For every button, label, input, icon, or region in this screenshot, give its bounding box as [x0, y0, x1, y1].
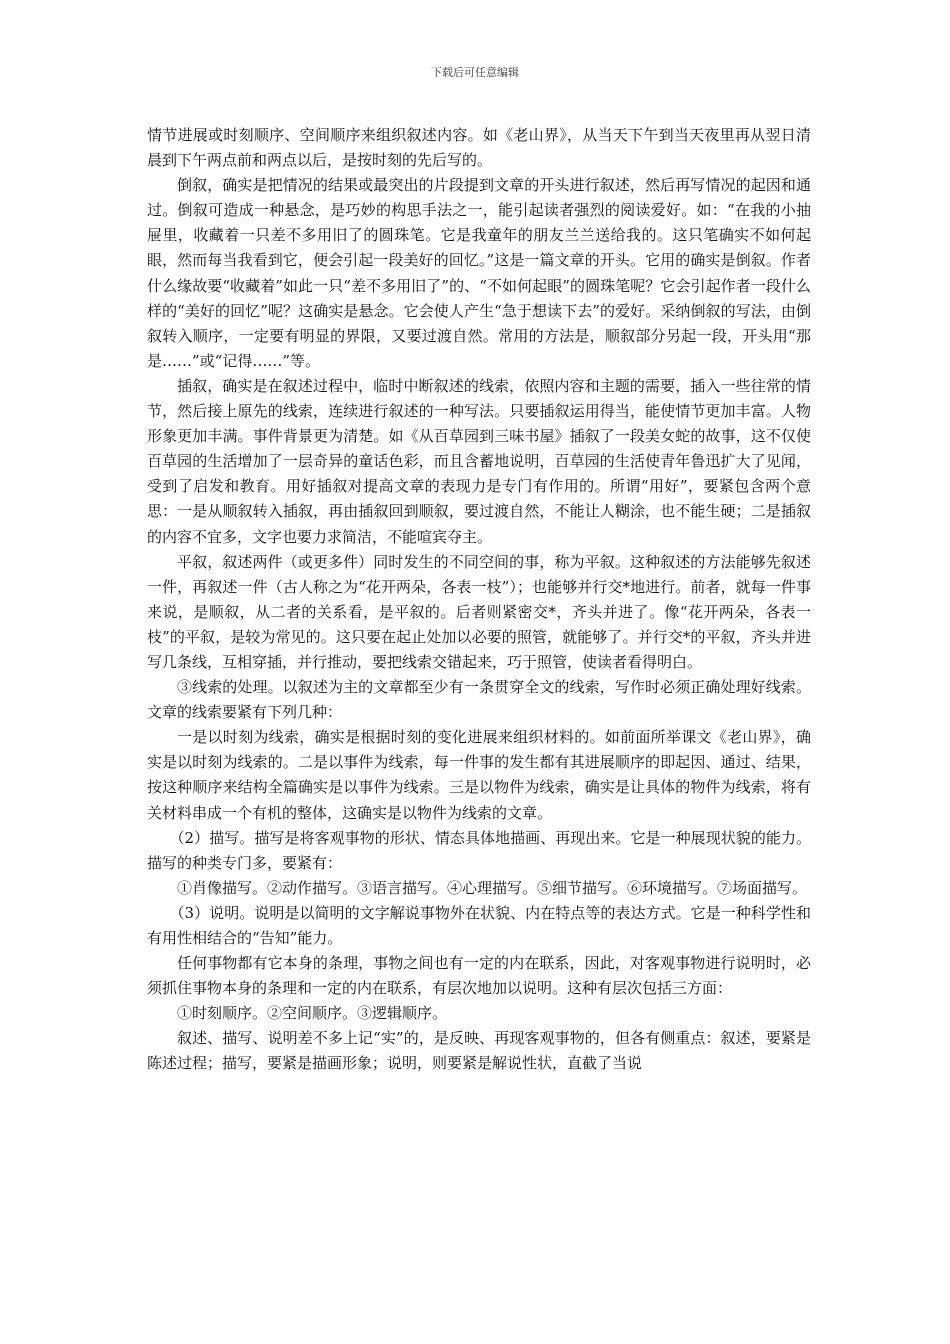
paragraph-comparison: 叙述、描写、说明差不多上记“实”的，是反映、再现客观事物的，但各有侧重点：叙述，要紧是陈述过程；描写，要紧是描画形象；说明，则要紧是解说性状，直截了当说 [147, 1029, 811, 1073]
paragraph-clue-types: 一是以时刻为线索，确实是根据时刻的变化进展来组织材料的。如前面所举课文《老山界》，确实是以时刻为线索的。二是以事件为线索，每一件事的发生都有其进展顺序的即起因、通过、结果，按这种顺序来结构全篇确实是以事件为线索。三是以物件为线索，确实是让具体的物件为线索，将有关材料串成一个有机的整体，这确实是以物件为线索的文章。 [147, 728, 811, 822]
page-header: 下载后可任意编辑 [431, 66, 519, 79]
paragraph-description: （2）描写。描写是将客观事物的形状、情态具体地描画、再现出来。它是一种展现状貌的能力。描写的种类专门多，要紧有： [147, 828, 811, 872]
document-body [147, 123, 811, 1077]
paragraph-explanation-order: 任何事物都有它本身的条理，事物之间也有一定的内在联系，因此，对客观事物进行说明时，必须抓住事物本身的条理和一定的内在联系，有层次地加以说明。这种有层次包括三方面： [147, 954, 811, 998]
paragraph-continuation: 情节进展或时刻顺序、空间顺序来组织叙述内容。如《老山界》，从当天下午到当天夜里再从翌日清晨到下午两点前和两点以后，是按时刻的先后写的。 [147, 126, 811, 170]
paragraph-order-types: ①时刻顺序。②空间顺序。③逻辑顺序。 [177, 1004, 448, 1023]
paragraph-explanation: （3）说明。说明是以简明的文字解说事物外在状貌、内在特点等的表达方式。它是一种科学性和有用性相结合的“告知”能力。 [147, 903, 811, 947]
paragraph-interpolation: 插叙，确实是在叙述过程中，临时中断叙述的线索，依照内容和主题的需要，插入一些往常的情节，然后接上原先的线索，连续进行叙述的一种写法。只要插叙运用得当，能使情节更加丰富。人物形象更加丰满。事件背景更为清楚。如《从百草园到三味书屋》插叙了一段美女蛇的故事，这不仅使百草园的生活增加了一层奇异的童话色彩，而且含蓄地说明，百草园的生活使青年鲁迅扩大了见闻，受到了启发和教育。用好插叙对提高文章的表现力是专门有作用的。所谓“用好”，要紧包含两个意思：一是从顺叙转入插叙，再由插叙回到顺叙，要过渡自然，不能让人糊涂，也不能生硬；二是插叙的内容不宜多，文字也要力求简洁，不能喧宾夺主。 [147, 376, 811, 546]
paragraph-clue-handling: ③线索的处理。以叙述为主的文章都至少有一条贯穿全文的线索，写作时必须正确处理好线索。文章的线索要紧有下列几种： [147, 678, 811, 722]
paragraph-flashback: 倒叙，确实是把情况的结果或最突出的片段提到文章的开头进行叙述，然后再写情况的起因和通过。倒叙可造成一种悬念，是巧妙的构思手法之一，能引起读者强烈的阅读爱好。如：“在我的小抽屉里，收藏着一只差不多用旧了的圆珠笔。它是我童年的朋友兰兰送给我的。这只笔确实不如何起眼，然而每当我看到它，便会引起一段美好的回忆。”这是一篇文章的开头。它用的确实是倒叙。作者什么缘故要“收藏着”如此一只“差不多用旧了”的、“不如何起眼”的圆珠笔呢？它会引起作者一段什么样的“美好的回忆”呢？这确实是悬念。它会使人产生“急于想读下去”的爱好。采纳倒叙的写法，由倒叙转入顺序，一定要有明显的界限，又要过渡自然。常用的方法是，顺叙部分另起一段，开头用“那是……”或“记得……”等。 [147, 176, 811, 370]
paragraph-description-types: ①肖像描写。②动作描写。③语言描写。④心理描写。⑤细节描写。⑥环境描写。⑦场面描写。 [177, 878, 808, 897]
paragraph-parallel-narration: 平叙，叙述两件（或更多件）同时发生的不同空间的事，称为平叙。这种叙述的方法能够先叙述一件，再叙述一件（古人称之为“花开两朵，各表一枝”）；也能够并行交*地进行。前者，就每一件事来说，是顺叙，从二者的关系看，是平叙的。后者则紧密交*，齐头并进了。像“花开两朵，各表一枝”的平叙，是较为常见的。这只要在起止处加以必要的照管，就能够了。并行交*的平叙，齐头并进写几条线，互相穿插，并行推动，要把线索交错起来，巧于照管，使读者看得明白。 [147, 552, 811, 671]
